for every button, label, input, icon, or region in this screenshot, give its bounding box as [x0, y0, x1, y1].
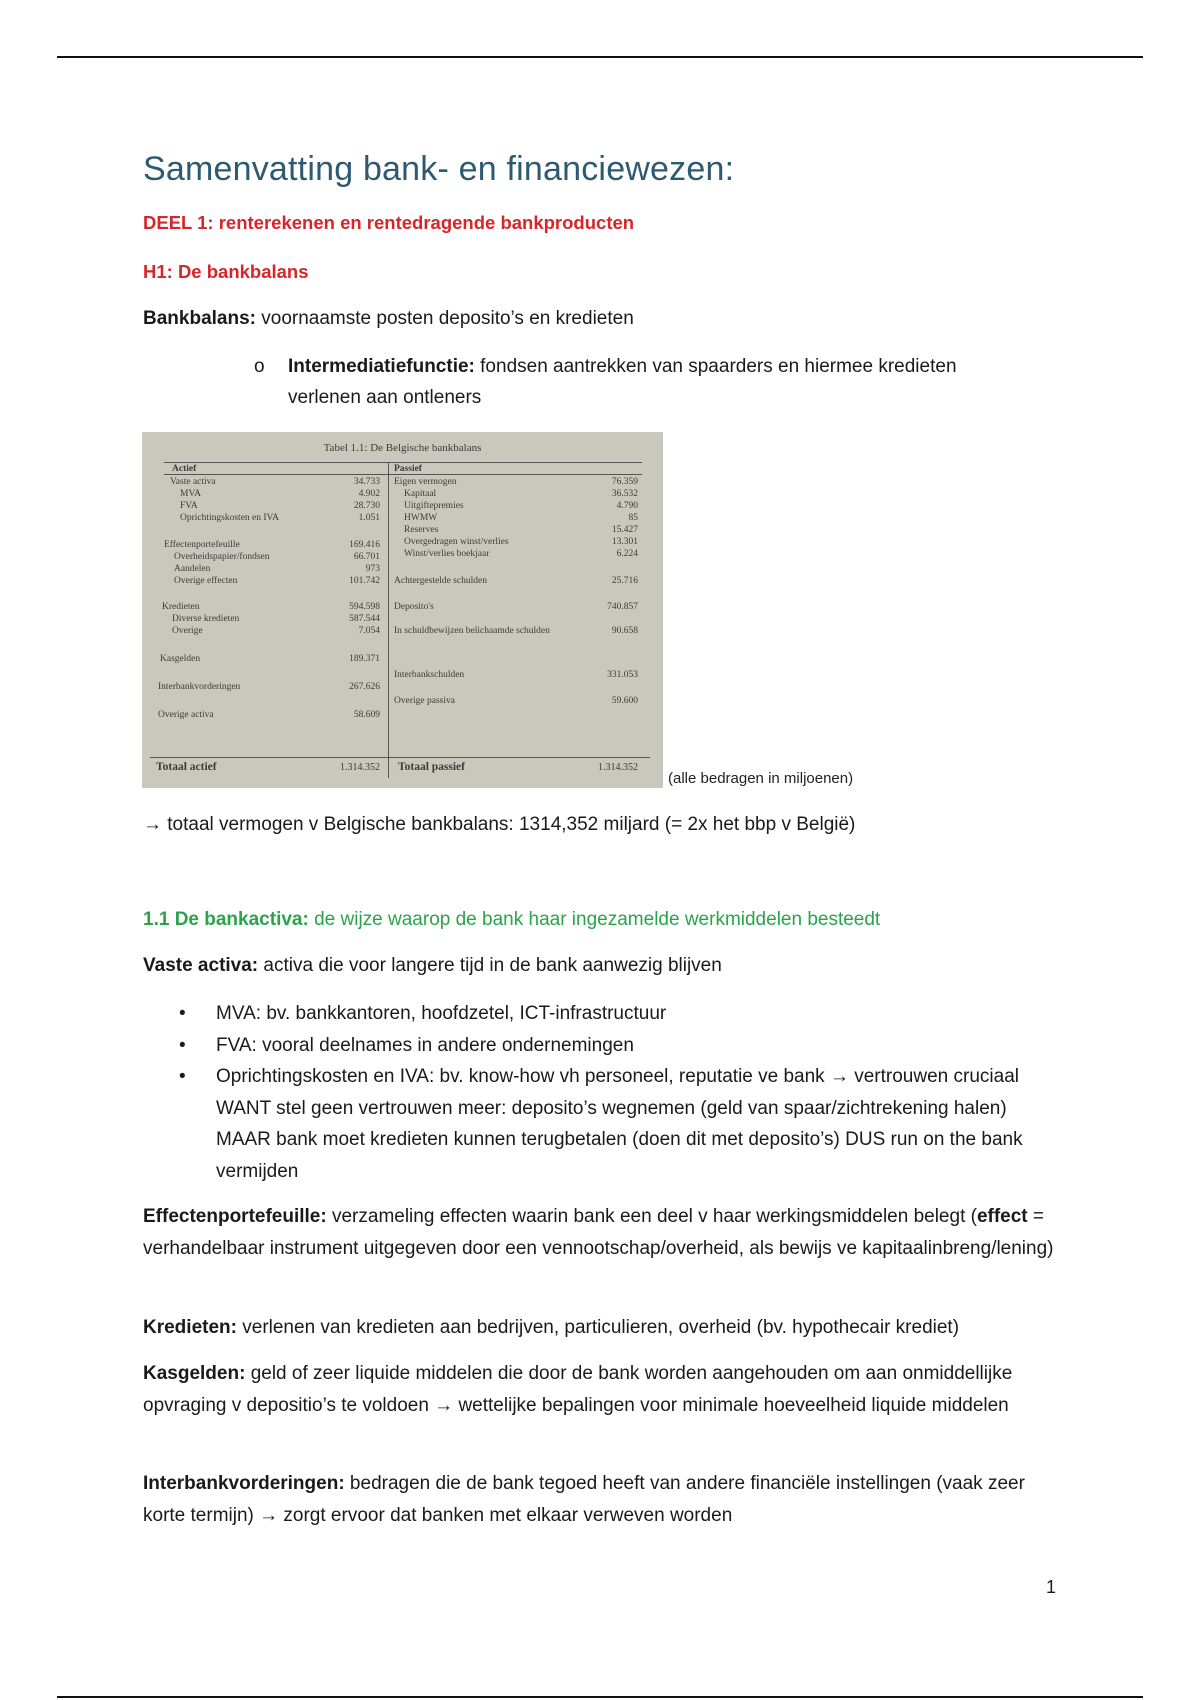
- vaste-activa-term: Vaste activa:: [143, 955, 259, 976]
- effect-term: effect: [976, 1206, 1028, 1227]
- kredieten-term: Kredieten:: [143, 1317, 237, 1338]
- bankbalans-paragraph: [143, 303, 1063, 335]
- actief-row-value: 973: [365, 564, 380, 574]
- actief-row-label: Effectenportefeuille: [164, 540, 240, 550]
- actief-row-label: FVA: [180, 501, 198, 511]
- passief-header: Passief: [394, 464, 422, 474]
- vaste-activa-list: [143, 998, 1043, 1187]
- passief-row-label: Overige passiva: [394, 696, 455, 706]
- totaal-actief-value: 1.314.352: [340, 762, 380, 773]
- actief-row-label: Kredieten: [162, 602, 200, 612]
- table-divider: [388, 462, 389, 778]
- actief-row-value: 28.730: [353, 501, 380, 511]
- passief-row-value: 90.658: [611, 626, 638, 636]
- passief-row-label: Reserves: [404, 525, 439, 535]
- section-1-1-text: de wijze waarop de bank haar ingezamelde werkmiddelen besteedt: [308, 909, 881, 930]
- list-item: • Oprichtingskosten en IVA: bv. know-how vh personeel, reputatie ve bank → vertrouwen cruciaal WANT stel geen vertrouwen meer: deposito’s wegnemen (geld van spaar/zichtrekening halen) MAAR bank moet kredieten kunnen terugbetalen (doen dit met deposito’s) DUS run on the bank vermijden: [143, 1061, 1043, 1187]
- passief-row-label: Achtergestelde schulden: [394, 576, 487, 586]
- passief-row-label: In schuldbewijzen belichaamde schulden: [394, 626, 550, 636]
- table-caption: Tabel 1.1: De Belgische bankbalans: [323, 442, 482, 454]
- passief-row-label: Interbankschulden: [394, 670, 465, 680]
- passief-row-value: 13.301: [611, 537, 638, 547]
- passief-row-value: 25.716: [611, 576, 638, 586]
- passief-row-label: Eigen vermogen: [394, 477, 457, 487]
- actief-row-label: Overige effecten: [174, 576, 238, 586]
- bullet-icon: •: [179, 1034, 186, 1056]
- table-top-rule: [164, 462, 642, 463]
- actief-row-value: 34.733: [353, 477, 380, 487]
- actief-row-value: 267.626: [349, 682, 380, 692]
- interbank-paragraph: Interbankvorderingen: bedragen die de bank tegoed heeft van andere financiële instellingen (vaak zeer korte termijn) → zorgt ervoor dat banken met elkaar verweven worden: [143, 1473, 1025, 1526]
- intermediatie-text: fondsen aantrekken van spaarders en hiermee kredieten verlenen aan ontleners: [288, 356, 957, 408]
- passief-row-label: Overgedragen winst/verlies: [404, 537, 509, 547]
- bullet-icon: •: [179, 1066, 186, 1087]
- actief-row-value: 594.598: [349, 602, 380, 612]
- actief-row-label: Overige: [172, 626, 203, 636]
- interbank-term: Interbankvorderingen:: [143, 1473, 345, 1494]
- actief-row-value: 587.544: [349, 614, 380, 624]
- actief-row-label: MVA: [180, 489, 201, 499]
- passief-row-value: 331.053: [607, 670, 638, 680]
- actief-row-label: Overige activa: [158, 710, 214, 720]
- actief-row-value: 169.416: [349, 540, 380, 550]
- section-1-1-term: 1.1 De bankactiva:: [143, 909, 309, 930]
- actief-row-value: 58.609: [353, 710, 380, 720]
- kasgelden-paragraph: Kasgelden: geld of zeer liquide middelen die door de bank worden aangehouden om aan onmiddellijke opvraging v depositio’s te voldoen → wettelijke bepalingen voor minimale hoeveelheid liquide middelen: [143, 1363, 1013, 1416]
- bullet-icon: •: [179, 1003, 186, 1024]
- page-title: Samenvatting bank- en financiewezen:: [143, 150, 735, 188]
- actief-row-label: Interbankvorderingen: [158, 682, 241, 692]
- bankbalans-term: Bankbalans:: [143, 308, 256, 329]
- vaste-activa-paragraph: [143, 950, 1063, 982]
- part-heading: DEEL 1: renterekenen en rentedragende bankproducten: [143, 212, 635, 233]
- footer-rule: [57, 1696, 1143, 1698]
- passief-row-value: 76.359: [611, 477, 638, 487]
- actief-row-value: 101.742: [349, 576, 380, 586]
- bank-balance-table-image: [142, 432, 663, 788]
- actief-row-label: Oprichtingskosten en IVA: [180, 513, 280, 523]
- passief-row-value: 4.790: [616, 501, 638, 511]
- effecten-term: Effectenportefeuille:: [143, 1206, 327, 1227]
- actief-row-label: Overheidspapier/fondsen: [174, 552, 270, 562]
- actief-header: Actief: [172, 464, 197, 474]
- totaal-actief-label: Totaal actief: [156, 761, 217, 773]
- actief-row-value: 66.701: [353, 552, 380, 562]
- passief-row-value: 740.857: [607, 602, 638, 612]
- circle-bullet-icon: o: [254, 356, 265, 377]
- actief-row-label: Kasgelden: [160, 654, 201, 664]
- passief-row-value: 36.532: [611, 489, 638, 499]
- kredieten-paragraph: Kredieten: verlenen van kredieten aan bedrijven, particulieren, overheid (bv. hypothecair krediet): [143, 1317, 960, 1338]
- passief-row-value: 85: [628, 513, 638, 523]
- totaal-passief-value: 1.314.352: [598, 762, 638, 773]
- bankbalans-text: voornaamste posten deposito’s en kredieten: [255, 308, 634, 329]
- chapter-heading: H1: De bankbalans: [143, 261, 309, 282]
- table-note: (alle bedragen in miljoenen): [668, 770, 854, 787]
- kasgelden-term: Kasgelden:: [143, 1363, 246, 1384]
- actief-row-value: 4.902: [358, 489, 380, 499]
- actief-row-value: 1.051: [358, 513, 380, 523]
- actief-row-label: Aandelen: [174, 564, 211, 574]
- vaste-activa-text: activa die voor langere tijd in de bank aanwezig blijven: [258, 955, 722, 976]
- header-rule: [57, 56, 1143, 58]
- intermediatie-term: Intermediatiefunctie:: [288, 356, 475, 377]
- list-item: • FVA: vooral deelnames in andere ondernemingen: [143, 1030, 1043, 1062]
- section-1-1-heading: [143, 904, 1063, 936]
- passief-row-value: 59.600: [611, 696, 638, 706]
- page-number: 1: [1046, 1577, 1057, 1597]
- passief-row-label: HWMW: [404, 513, 438, 523]
- totaal-passief-label: Totaal passief: [398, 761, 465, 773]
- table-total-rule: [150, 757, 650, 758]
- actief-row-label: Diverse kredieten: [172, 614, 240, 624]
- list-item: • MVA: bv. bankkantoren, hoofdzetel, ICT-infrastructuur: [143, 998, 1043, 1030]
- actief-row-value: 7.054: [358, 626, 380, 636]
- totaal-vermogen-line: → totaal vermogen v Belgische bankbalans: 1314,352 miljard (= 2x het bbp v België): [143, 814, 856, 835]
- actief-row-value: 189.371: [349, 654, 380, 664]
- intermediatie-list-item: [250, 351, 1030, 413]
- passief-row-label: Kapitaal: [404, 489, 437, 499]
- passief-row-label: Winst/verlies boekjaar: [404, 549, 490, 559]
- passief-row-value: 6.224: [616, 549, 638, 559]
- effecten-paragraph: Effectenportefeuille: verzameling effecten waarin bank een deel v haar werkingsmiddelen belegt (effect = verhandelbaar instrument uitgegeven door een vennootschap/overheid, als bewijs ve kapitaalinbreng/lening): [143, 1206, 1054, 1259]
- title-block: [143, 150, 1063, 189]
- passief-row-label: Uitgiftepremies: [404, 501, 464, 511]
- actief-row-label: Vaste activa: [170, 477, 216, 487]
- passief-row-value: 15.427: [611, 525, 638, 535]
- passief-row-label: Deposito's: [394, 602, 434, 612]
